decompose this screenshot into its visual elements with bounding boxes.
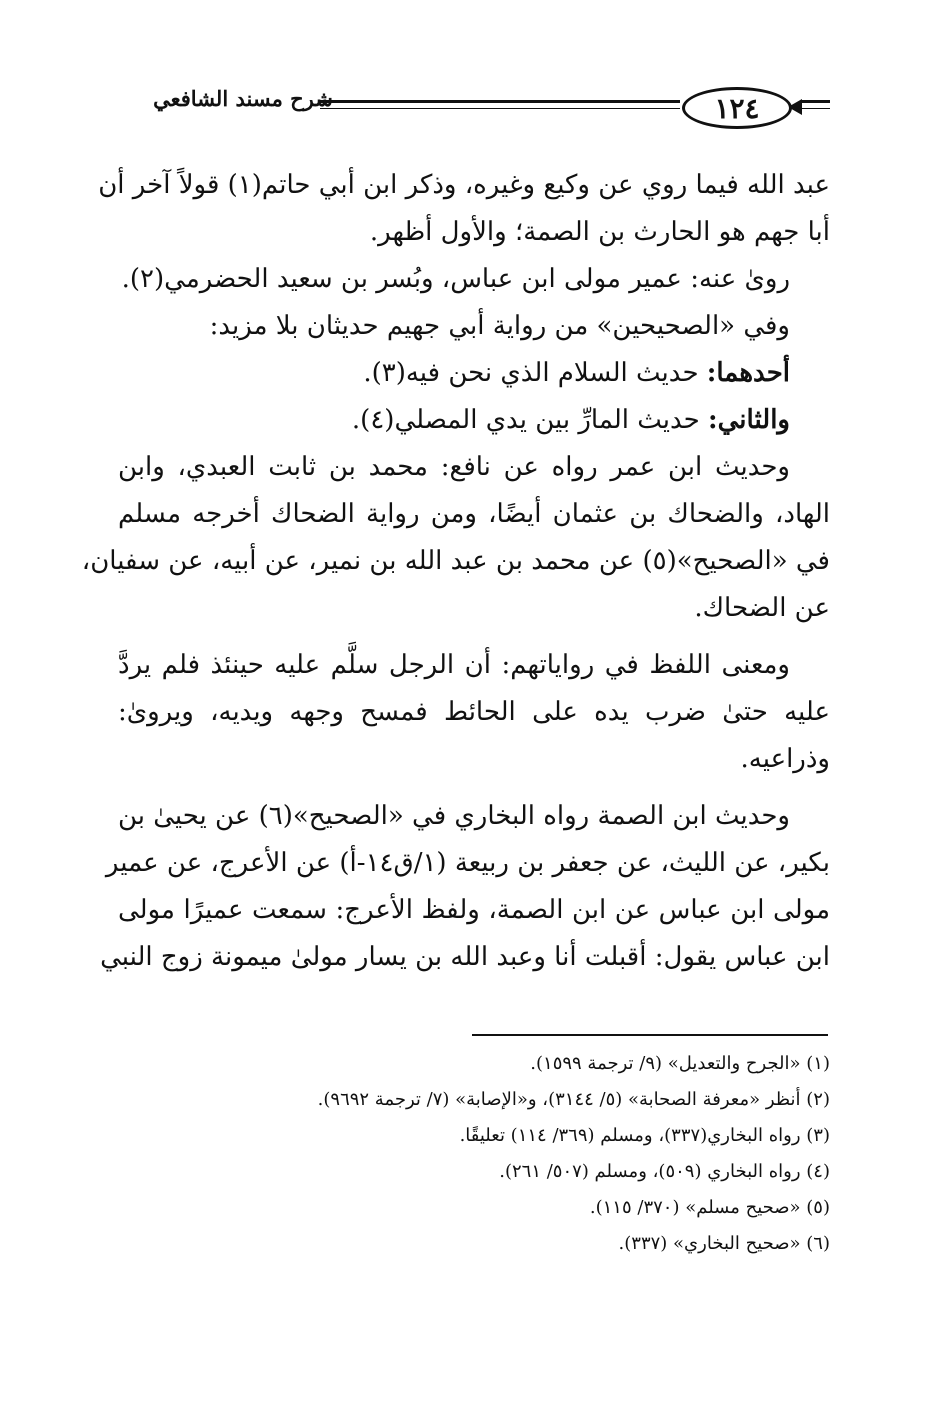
header-rule-right-lower: [802, 108, 830, 109]
footnotes: [118, 1046, 830, 1262]
text-line: رویٰ عنه: عمير مولى ابن عباس، وبُسر بن سعيد الحضرمي(٢).: [121, 264, 790, 294]
footnote: (١) «الجرح والتعديل» (٩/ ترجمة ١٥٩٩).: [530, 1053, 830, 1074]
text-line: أبا جهم هو الحارث بن الصمة؛ والأول أظهر.: [369, 217, 830, 247]
text-line: بكير، عن الليث، عن جعفر بن ربيعة (١/ق١٤-أ) عن الأعرج، عن عمير: [105, 848, 830, 878]
footnote: (٢) أنظر «معرفة الصحابة» (٥/ ٣١٤٤)، و«الإصابة» (٧/ ترجمة ٩٦٩٢).: [317, 1089, 830, 1110]
footnote: (٦) «صحيح البخاري» (٣٣٧).: [618, 1233, 830, 1254]
text-line: وذراعيه.: [740, 744, 830, 774]
text-line: الهاد، والضحاك بن عثمان أيضًا، ومن رواية الضحاك أخرجه مسلم: [118, 499, 830, 529]
text-line: عن الضحاك.: [694, 593, 830, 623]
text-line: في «الصحيح»(٥) عن محمد بن عبد الله بن نمير، عن أبيه، عن سفيان،: [81, 546, 830, 576]
text-line: ابن عباس يقول: أقبلت أنا وعبد الله بن يسار مولىٰ ميمونة زوج النبي: [100, 942, 830, 972]
label-second: والثاني:: [708, 405, 790, 435]
text-line: وفي «الصحيحين» من رواية أبي جهيم حديثان بلا مزيد:: [209, 311, 790, 341]
text-line: ومعنى اللفظ في رواياتهم: أن الرجل سلَّم عليه حينئذ فلم يردَّ: [118, 650, 790, 680]
page-header: [118, 80, 830, 128]
header-rule-right-upper: [802, 100, 830, 103]
header-rule-lower: [320, 108, 680, 109]
book-title: شرح مسند الشافعي: [153, 86, 333, 111]
text-line: [118, 397, 830, 444]
page-number: ١٢٤: [682, 87, 792, 129]
footnote: (٥) «صحيح مسلم» (٣٧٠/ ١١٥).: [589, 1197, 830, 1218]
header-rule-upper: [320, 100, 680, 103]
footnote: (٣) رواه البخاري(٣٣٧)، ومسلم (٣٦٩/ ١١٤) تعليقًا.: [459, 1125, 830, 1146]
text-line: وحديث ابن عمر رواه عن نافع: محمد بن ثابت العبدي، وابن: [118, 452, 790, 482]
main-text: [81, 162, 830, 981]
label-first: أحدهما:: [706, 358, 790, 388]
footnote-separator: [472, 1034, 828, 1036]
text-line: [118, 350, 830, 397]
footnote: (٤) رواه البخاري (٥٠٩)، ومسلم (٥٠٧/ ٢٦١).: [499, 1161, 830, 1182]
text-line: عبد الله فيما روي عن وكيع وغيره، وذكر ابن أبي حاتم(١) قولاً آخر أن: [98, 170, 830, 200]
text-line: عليه حتىٰ ضرب يده على الحائط فمسح وجهه ويديه، ويروىٰ:: [118, 697, 830, 727]
text-line-content: حديث المارِّ بين يدي المصلي(٤).: [351, 405, 700, 435]
text-line-content: حديث السلام الذي نحن فيه(٣).: [363, 358, 699, 388]
text-line: مولى ابن عباس عن ابن الصمة، ولفظ الأعرج: سمعت عميرًا مولى: [118, 895, 830, 925]
text-line: وحديث ابن الصمة رواه البخاري في «الصحيح»(٦) عن يحيىٰ بن: [117, 801, 790, 831]
